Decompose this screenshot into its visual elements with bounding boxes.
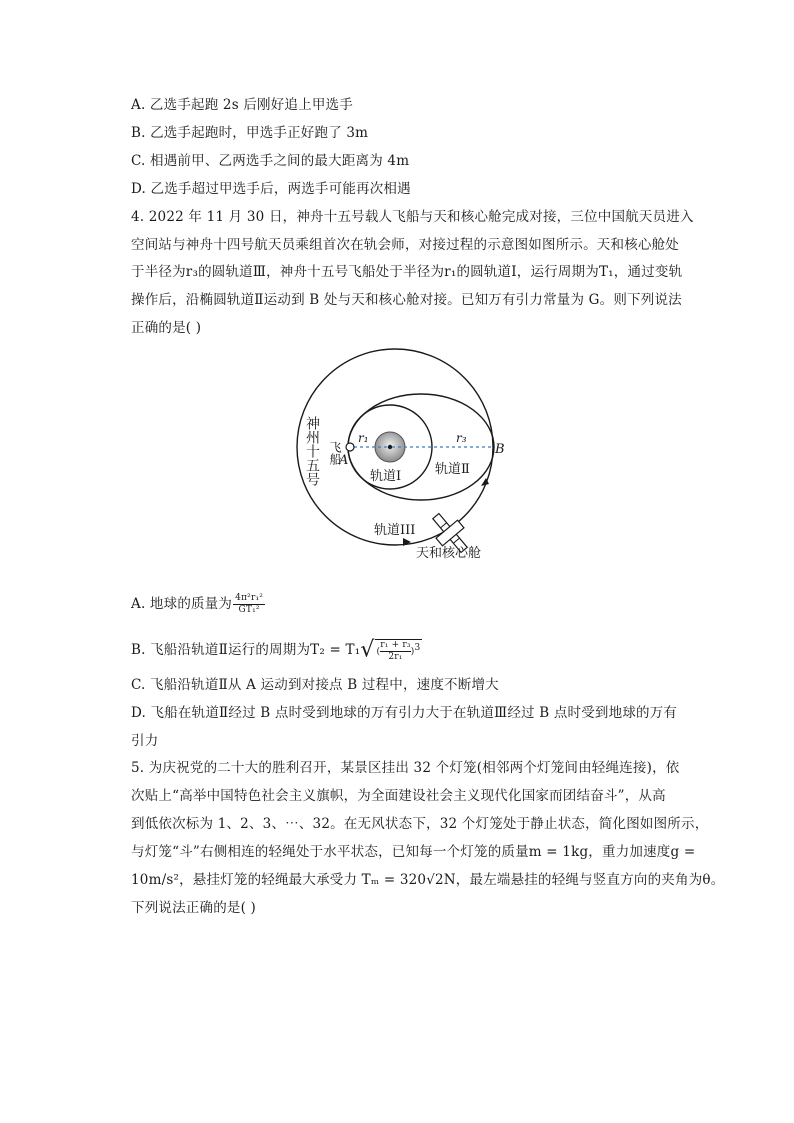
label-orbit-2: 轨道Ⅱ (435, 462, 470, 477)
period-formula: ( $\frac{\text{r₁ + r₃}}{\text{2r₁}}$ )3 (376, 639, 421, 662)
q3-option-c: C. 相遇前甲、乙两选手之间的最大距离为 4m (131, 153, 410, 169)
q4-stem-line: 于半径为r₃的圆轨道Ⅲ，神舟十五号飞船处于半径为r₁的圆轨道Ⅰ，运行周期为T₁，通过变轨 (131, 264, 683, 280)
period-formula-numerator: r₁ + r₃ (380, 639, 411, 650)
label-r3: r₃ (456, 431, 467, 445)
q4-stem-line: 空间站与神舟十四号航天员乘组首次在轨会师，对接过程的示意图如图所示。天和核心舱处 (131, 237, 679, 253)
q3-option-b: B. 乙选手起跑时，甲选手正好跑了 3m (131, 125, 369, 141)
q4-stem-line: 4. 2022 年 11 月 30 日，神舟十五号载人飞船与天和核心舱完成对接，三位中国航天员进入 (131, 209, 694, 225)
q4-option-d: D. 飞船在轨道Ⅱ经过 B 点时受到地球的万有引力大于在轨道Ⅲ经过 B 点时受到地球的万有 (131, 705, 678, 721)
period-formula-denominator: 2r₁ (388, 651, 403, 662)
sqrt-symbol: √ (360, 637, 375, 663)
q4-stem-line: 正确的是( ) (131, 320, 202, 336)
q5-stem-line: 5. 为庆祝党的二十大的胜利召开，某景区挂出 32 个灯笼(相邻两个灯笼间由轻绳连接)，依 (131, 760, 680, 776)
label-point-b: B (495, 442, 505, 457)
label-orbit-1: 轨道Ⅰ (370, 469, 402, 484)
q5-stem-line: 次贴上“高举中国特色社会主义旗帜，为全面建设社会主义现代化国家而团结奋斗”，从高 (131, 788, 666, 804)
q3-option-a: A. 乙选手起跑 2s 后刚好追上甲选手 (131, 97, 353, 113)
q4-option-d-cont: 引力 (131, 733, 159, 749)
label-orbit-3: 轨道III (374, 523, 416, 538)
q5-stem-line: 下列说法正确的是( ) (131, 900, 257, 916)
mass-formula-denominator: GT₁² (238, 605, 260, 615)
label-feichuan: 飞船 (328, 441, 342, 465)
mass-formula-numerator: 4π²r₁² (235, 593, 264, 603)
mass-formula (233, 593, 265, 616)
period-formula-exponent: 3 (414, 642, 421, 653)
earth-center-dot (388, 445, 392, 449)
q3-option-d: D. 乙选手超过甲选手后，两选手可能再次相遇 (131, 181, 411, 197)
q4-option-a-text: A. 地球的质量为 (131, 596, 233, 612)
q4-stem-line: 操作后，沿椭圆轨道Ⅱ运动到 B 处与天和核心舱对接。已知万有引力常量为 G。则下列说法 (131, 292, 682, 308)
q4-option-a (131, 591, 265, 617)
label-shenzhou: 神州十五号 (304, 416, 320, 486)
label-point-a: A (339, 453, 349, 468)
q5-stem-line: 10m/s²，悬挂灯笼的轻绳最大承受力 Tₘ = 320√2N，最左端悬挂的轻绳与竖直方向的夹角为θ。 (131, 872, 725, 888)
label-space-station: 天和核心舱 (416, 546, 482, 561)
q4-option-b (131, 635, 422, 665)
orbit-diagram (290, 338, 520, 568)
spacecraft-icon (346, 443, 354, 451)
q5-stem-line: 与灯笼“斗”右侧相连的轻绳处于水平状态，已知每一个灯笼的质量m = 1kg，重力加速度g = (131, 844, 696, 860)
q4-option-b-text: B. 飞船沿轨道Ⅱ运行的周期为T₂ = T₁ (131, 642, 361, 658)
label-r1: r₁ (358, 431, 369, 445)
q5-stem-line: 到低依次标为 1、2、3、⋯、32。在无风状态下，32 个灯笼处于静止状态，简化图如图所示， (131, 816, 709, 832)
q4-option-c: C. 飞船沿轨道Ⅱ从 A 运动到对接点 B 过程中，速度不断增大 (131, 677, 499, 693)
